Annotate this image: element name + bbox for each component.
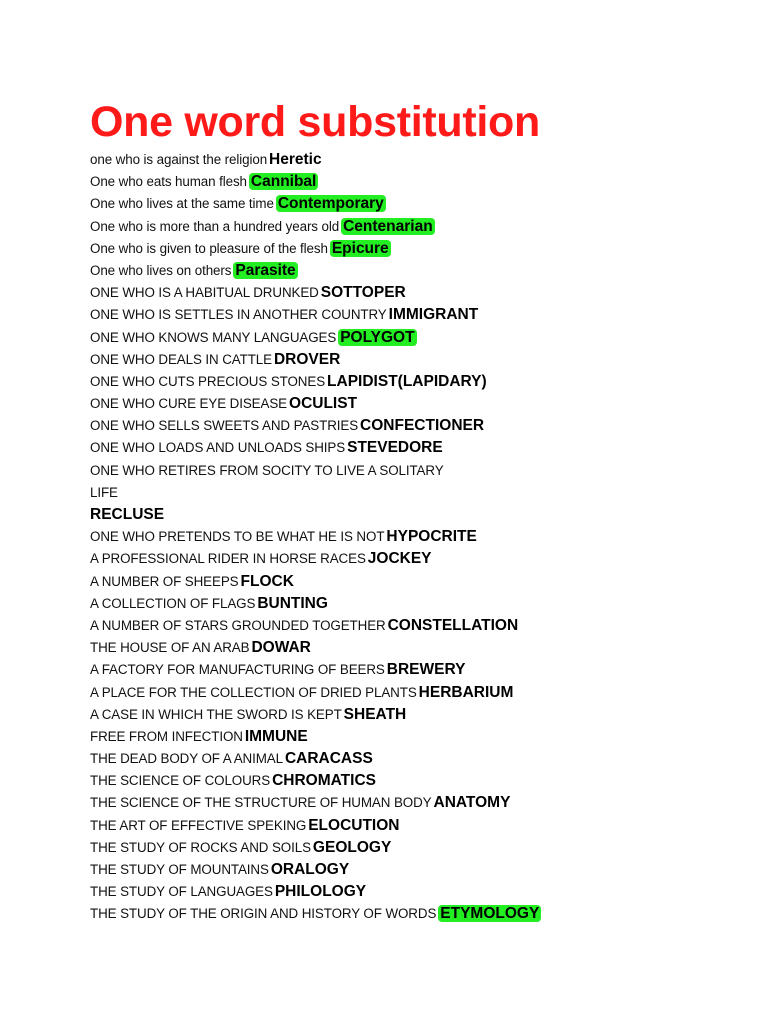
entry-line xyxy=(90,304,750,326)
page-title: One word substitution xyxy=(90,98,540,146)
entry-phrase: THE DEAD BODY OF A ANIMAL xyxy=(90,751,283,767)
answer-word: GEOLOGY xyxy=(312,838,392,856)
entry-phrase: ONE WHO LOADS AND UNLOADS SHIPS xyxy=(90,440,346,456)
entry-line xyxy=(90,415,750,437)
entry-line xyxy=(90,349,750,371)
entry-line xyxy=(90,770,750,792)
entry-phrase: THE ART OF EFFECTIVE SPEKING xyxy=(90,817,307,833)
answer-word: HYPOCRITE xyxy=(386,528,477,546)
entry-phrase: FREE FROM INFECTION xyxy=(90,728,243,744)
document-page xyxy=(90,95,750,926)
entry-phrase: LIFE xyxy=(90,484,118,500)
highlighted-answer-word: Epicure xyxy=(331,239,389,257)
answer-word: PHILOLOGY xyxy=(274,883,367,901)
entry-line xyxy=(90,149,750,171)
entry-line xyxy=(90,792,750,814)
highlighted-answer-word: Parasite xyxy=(235,261,296,279)
entry-line xyxy=(90,815,750,837)
entry-line xyxy=(90,859,750,881)
entry-line xyxy=(90,193,750,215)
entry-line xyxy=(90,726,750,748)
answer-word: ORALOGY xyxy=(270,861,350,878)
entry-phrase: THE STUDY OF ROCKS AND SOILS xyxy=(90,839,311,855)
entry-phrase: A NUMBER OF STARS GROUNDED TOGETHER xyxy=(90,617,386,633)
highlighted-answer-word: Cannibal xyxy=(250,173,317,191)
entry-phrase: THE SCIENCE OF THE STRUCTURE OF HUMAN BODY xyxy=(90,795,432,811)
entry-phrase: A COLLECTION OF FLAGS xyxy=(90,595,256,611)
answer-word: HERBARIUM xyxy=(418,683,514,701)
answer-word: BUNTING xyxy=(257,594,328,612)
entry-line xyxy=(90,593,750,615)
answer-word: DOWAR xyxy=(251,639,311,657)
answer-word: JOCKEY xyxy=(367,550,432,568)
entry-line xyxy=(90,260,750,282)
highlighted-answer-word: POLYGOT xyxy=(340,328,415,346)
entry-line xyxy=(90,371,750,393)
answer-word: CARACASS xyxy=(284,750,373,768)
entry-line xyxy=(90,881,750,903)
entry-phrase: ONE WHO CUTS PRECIOUS STONES xyxy=(90,373,326,389)
entry-line xyxy=(90,460,750,482)
answer-word: LAPIDIST(LAPIDARY) xyxy=(327,372,487,390)
highlighted-answer-word: Contemporary xyxy=(277,195,384,213)
entry-line xyxy=(90,282,750,304)
entry-line xyxy=(90,548,750,570)
entry-line xyxy=(90,327,750,349)
answer-word: STEVEDORE xyxy=(347,439,443,457)
entry-line xyxy=(90,637,750,659)
answer-word: CONSTELLATION xyxy=(387,616,519,634)
answer-word: OCULIST xyxy=(289,395,358,413)
entry-line xyxy=(90,393,750,415)
entry-line xyxy=(90,837,750,859)
entry-line xyxy=(90,659,750,681)
entry-line xyxy=(90,482,750,504)
entry-phrase: ONE WHO KNOWS MANY LANGUAGES xyxy=(90,329,337,345)
entry-phrase: THE SCIENCE OF COLOURS xyxy=(90,773,271,789)
entry-list xyxy=(90,149,750,926)
answer-word: SHEATH xyxy=(343,705,407,723)
entry-line xyxy=(90,437,750,459)
entry-phrase: One who lives at the same time xyxy=(90,196,274,212)
entry-phrase: THE STUDY OF LANGUAGES xyxy=(90,884,273,900)
entry-line xyxy=(90,238,750,260)
entry-phrase: THE STUDY OF THE ORIGIN AND HISTORY OF WORDS xyxy=(90,906,437,922)
entry-phrase: ONE WHO RETIRES FROM SOCITY TO LIVE A SOLITARY xyxy=(90,462,444,478)
answer-word: CONFECTIONER xyxy=(360,417,485,435)
entry-phrase: ONE WHO IS SETTLES IN ANOTHER COUNTRY xyxy=(90,307,387,323)
answer-word: DROVER xyxy=(273,350,341,368)
highlighted-answer-word: Centenarian xyxy=(343,217,433,235)
answer-word: SOTTOPER xyxy=(320,284,406,302)
entry-phrase: ONE WHO CURE EYE DISEASE xyxy=(90,396,288,412)
entry-phrase: One who eats human flesh xyxy=(90,174,247,190)
entry-phrase: A PLACE FOR THE COLLECTION OF DRIED PLANTS xyxy=(90,684,417,700)
entry-phrase: One who is more than a hundred years old xyxy=(90,218,340,234)
entry-line xyxy=(90,171,750,193)
entry-line xyxy=(90,748,750,770)
entry-line xyxy=(90,615,750,637)
answer-word: IMMIGRANT xyxy=(388,306,479,324)
highlighted-answer-word: ETYMOLOGY xyxy=(440,905,540,923)
answer-word: CHROMATICS xyxy=(272,772,376,790)
entry-line xyxy=(90,571,750,593)
entry-line xyxy=(90,526,750,548)
entry-phrase: ONE WHO IS A HABITUAL DRUNKED xyxy=(90,285,319,301)
answer-word: BREWERY xyxy=(386,661,466,679)
entry-phrase: ONE WHO SELLS SWEETS AND PASTRIES xyxy=(90,418,359,434)
entry-line xyxy=(90,704,750,726)
entry-phrase: A PROFESSIONAL RIDER IN HORSE RACES xyxy=(90,551,366,567)
answer-word: FLOCK xyxy=(240,572,294,590)
entry-phrase: one who is against the religion xyxy=(90,152,268,167)
entry-line xyxy=(90,504,750,526)
entry-phrase: One who lives on others xyxy=(90,262,232,278)
entry-phrase: ONE WHO PRETENDS TO BE WHAT HE IS NOT xyxy=(90,529,385,545)
entry-line xyxy=(90,903,750,925)
entry-phrase: THE STUDY OF MOUNTAINS xyxy=(90,862,269,877)
entry-phrase: THE HOUSE OF AN ARAB xyxy=(90,640,250,656)
answer-word: Heretic xyxy=(269,151,322,168)
answer-word: RECLUSE xyxy=(90,506,165,523)
entry-phrase: ONE WHO DEALS IN CATTLE xyxy=(90,351,272,367)
answer-word: IMMUNE xyxy=(244,727,308,745)
entry-phrase: A NUMBER OF SHEEPS xyxy=(90,573,239,589)
answer-word: ANATOMY xyxy=(433,794,511,812)
entry-line xyxy=(90,216,750,238)
entry-phrase: A FACTORY FOR MANUFACTURING OF BEERS xyxy=(90,662,385,678)
entry-line xyxy=(90,682,750,704)
entry-phrase: One who is given to pleasure of the flesh xyxy=(90,240,328,256)
answer-word: ELOCUTION xyxy=(308,816,400,834)
entry-phrase: A CASE IN WHICH THE SWORD IS KEPT xyxy=(90,706,342,722)
